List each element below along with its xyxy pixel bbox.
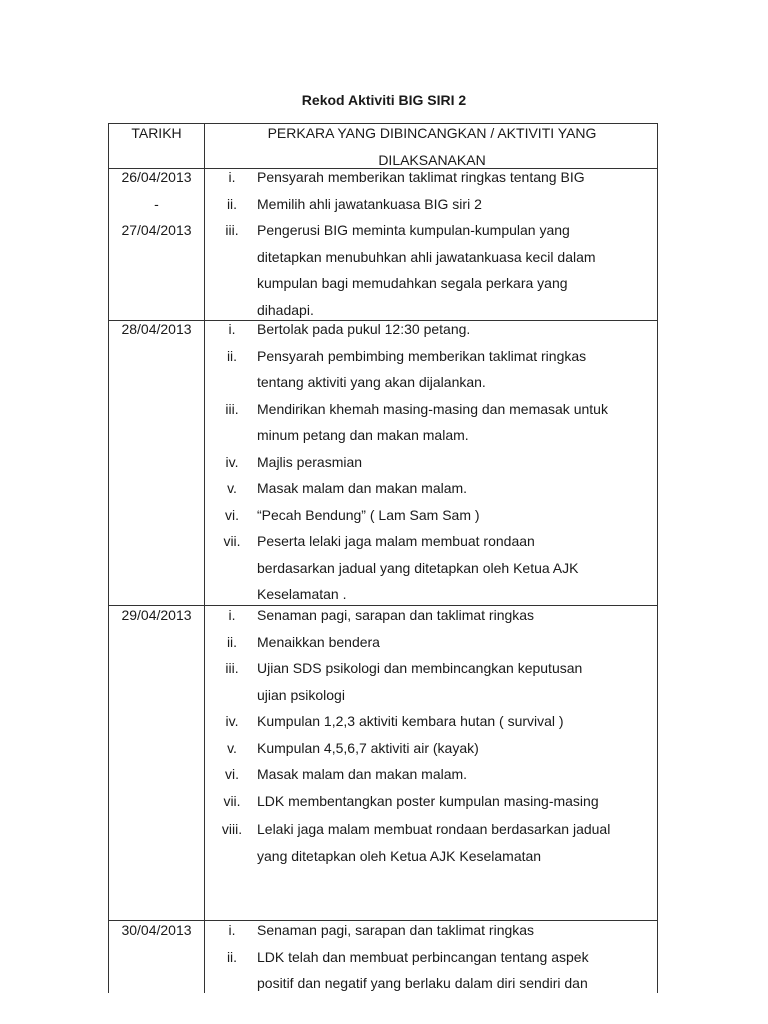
header-description-line: DILAKSANAKAN — [378, 151, 486, 168]
item-text: Lelaki jaga malam membuat rondaan berdasarkan jadual — [257, 821, 611, 837]
list-item — [205, 944, 659, 997]
item-text: positif dan negatif yang berlaku dalam diri sendiri dan — [257, 975, 588, 991]
item-number: ii. — [226, 633, 238, 650]
list-item — [205, 502, 659, 529]
list-item — [205, 528, 659, 608]
item-number: vii. — [223, 533, 241, 549]
item-number: i. — [228, 169, 236, 185]
item-number: i. — [228, 321, 236, 337]
document-title: Rekod Aktiviti BIG SIRI 2 — [301, 92, 467, 108]
list-item — [205, 788, 659, 815]
header-description-line: PERKARA YANG DIBINCANGKAN / AKTIVITI YANG — [267, 125, 597, 141]
item-text: Pengerusi BIG meminta kumpulan-kumpulan yang — [257, 222, 570, 238]
list-item — [205, 191, 659, 218]
item-text: Senaman pagi, sarapan dan taklimat ringkas — [257, 607, 535, 623]
date-line: 29/04/2013 — [121, 607, 192, 623]
item-number: iii. — [225, 400, 239, 417]
item-text: Majlis perasmian — [257, 453, 363, 470]
row-date — [109, 602, 204, 629]
row-date — [109, 316, 204, 343]
item-text: Pensyarah memberikan taklimat ringkas tentang BIG — [257, 169, 585, 185]
date-line: 28/04/2013 — [121, 321, 192, 337]
item-text: minum petang dan makan malam. — [257, 427, 469, 443]
item-text: yang ditetapkan oleh Ketua AJK Keselamatan — [257, 847, 542, 864]
list-item — [205, 316, 659, 343]
item-text: Masak malam dan makan malam. — [257, 480, 468, 496]
date-line: - — [154, 195, 159, 212]
item-text: Ujian SDS psikologi dan membincangkan keputusan — [257, 660, 583, 676]
item-number: iii. — [225, 222, 239, 238]
item-number: ii. — [226, 948, 238, 965]
item-number: iii. — [225, 660, 239, 676]
item-text: Senaman pagi, sarapan dan taklimat ringkas — [257, 922, 535, 938]
item-text: Keselamatan . — [257, 586, 347, 602]
item-text: ujian psikologi — [257, 686, 345, 703]
list-item — [205, 475, 659, 502]
item-number: iv. — [225, 713, 239, 729]
date-line: 27/04/2013 — [121, 222, 192, 238]
item-text: Bertolak pada pukul 12:30 petang. — [257, 321, 471, 337]
item-text: LDK telah dan membuat perbincangan tentang aspek — [257, 948, 589, 965]
item-text: Peserta lelaki jaga malam membuat rondaan — [257, 533, 535, 549]
header-date: TARIKH — [131, 125, 182, 141]
item-text: tentang aktiviti yang akan dijalankan. — [257, 374, 486, 390]
activity-table — [108, 123, 658, 993]
list-item — [205, 602, 659, 629]
item-text: LDK membentangkan poster kumpulan masing-masing — [257, 792, 599, 809]
item-number: viii. — [221, 821, 243, 837]
item-number: vii. — [223, 792, 241, 809]
list-item — [205, 629, 659, 656]
row-date — [109, 164, 204, 244]
list-item — [205, 917, 659, 944]
list-item — [205, 217, 659, 323]
list-item — [205, 816, 659, 869]
list-item — [205, 708, 659, 735]
row-date — [109, 917, 204, 944]
item-text: ditetapkan menubuhkan ahli jawatankuasa kecil dalam — [257, 248, 596, 265]
item-text: Pensyarah pembimbing memberikan taklimat ringkas — [257, 347, 587, 364]
item-text: “Pecah Bendung” ( Lam Sam Sam ) — [257, 506, 480, 523]
list-item — [205, 655, 659, 708]
item-text: Masak malam dan makan malam. — [257, 766, 468, 782]
item-number: v. — [227, 739, 237, 756]
item-number: vi. — [225, 506, 239, 523]
item-number: i. — [228, 607, 236, 623]
list-item — [205, 396, 659, 449]
row-items — [205, 602, 659, 869]
item-text: kumpulan bagi memudahkan segala perkara yang — [257, 275, 568, 291]
item-number: v. — [227, 480, 237, 496]
list-item — [205, 449, 659, 476]
row-items — [205, 917, 659, 997]
item-number: i. — [228, 922, 236, 938]
row-items — [205, 316, 659, 608]
item-text: Kumpulan 1,2,3 aktiviti kembara hutan ( survival ) — [257, 713, 564, 729]
date-line: 30/04/2013 — [121, 922, 192, 938]
row-items — [205, 164, 659, 323]
item-text: Mendirikan khemah masing-masing dan memasak untuk — [257, 400, 608, 417]
item-text: Memilih ahli jawatankuasa BIG siri 2 — [257, 195, 482, 212]
item-text: Menaikkan bendera — [257, 633, 380, 650]
date-line: 26/04/2013 — [121, 169, 192, 185]
item-text: Kumpulan 4,5,6,7 aktiviti air (kayak) — [257, 739, 479, 756]
item-number: ii. — [226, 195, 238, 212]
list-item — [205, 343, 659, 396]
list-item — [205, 761, 659, 788]
item-number: iv. — [225, 453, 239, 470]
list-item — [205, 164, 659, 191]
item-number: ii. — [226, 347, 238, 364]
item-text: dihadapi. — [257, 301, 314, 318]
list-item — [205, 735, 659, 762]
item-text: berdasarkan jadual yang ditetapkan oleh Ketua AJK — [257, 559, 579, 576]
item-number: vi. — [225, 766, 239, 782]
